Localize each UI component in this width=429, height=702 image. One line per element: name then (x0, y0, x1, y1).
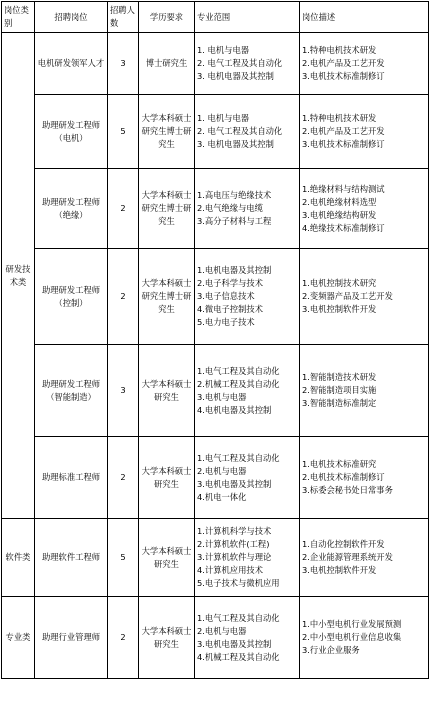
table-row (2, 597, 429, 679)
majors-cell (195, 437, 300, 519)
description-cell-item: 1.中小型电机行业发展预测 (302, 619, 402, 629)
header-category: 岗位类别 (2, 2, 35, 33)
majors-cell-item: 2. 电气工程及其自动化 (197, 58, 283, 68)
majors-cell-item: 3.高分子材料与工程 (197, 216, 272, 226)
majors-cell-item: 3.电子信息技术 (197, 291, 255, 301)
description-cell-item: 3.智能制造标准制定 (302, 398, 377, 408)
description-cell (300, 95, 429, 169)
majors-cell (195, 519, 300, 597)
majors-cell-item: 1.电气工程及其自动化 (197, 452, 280, 463)
header-position: 招聘岗位 (35, 2, 108, 33)
position-cell: 助理研发工程师（控制） (35, 249, 108, 345)
majors-cell-item: 4.微电子控制技术 (197, 304, 263, 314)
majors-cell-item: 1.高电压与绝缘技术 (197, 190, 272, 200)
position-cell: 助理标准工程师 (35, 437, 108, 519)
header-majors: 专业范围 (195, 2, 300, 33)
description-cell-item: 3.标委会秘书处日常事务 (302, 485, 393, 495)
header-count: 招聘人数 (108, 2, 139, 33)
majors-cell-item: 1.计算机科学与技术 (197, 526, 272, 536)
majors-cell (195, 345, 300, 437)
majors-cell-item: 2.机械工程及其自动化 (197, 378, 280, 389)
description-cell-item: 3.电机控制软件开发 (302, 565, 377, 575)
majors-cell-item: 5.电子技术与微机应用 (197, 578, 280, 588)
majors-cell-item: 3.电机电器及其控制 (197, 478, 272, 489)
description-cell (300, 437, 429, 519)
position-cell: 助理研发工程师（电机） (35, 95, 108, 169)
majors-cell-item: 2.计算机软件(工程) (197, 539, 270, 549)
category-cell: 专业类 (2, 597, 35, 679)
table-row (2, 33, 429, 95)
majors-cell-item: 2.电子科学与技术 (197, 278, 263, 288)
table-row (2, 345, 429, 437)
majors-cell (195, 95, 300, 169)
position-cell: 助理行业管理师 (35, 597, 108, 679)
education-cell: 大学本科硕士研究生 (139, 597, 195, 679)
majors-cell-item: 2.电气绝缘与电缆 (197, 203, 263, 213)
count-cell: 2 (108, 169, 139, 249)
position-cell: 电机研发领军人才 (35, 33, 108, 95)
majors-cell (195, 169, 300, 249)
description-cell (300, 249, 429, 345)
majors-cell-item: 1. 电机与电器 (197, 45, 250, 55)
count-cell: 3 (108, 33, 139, 95)
majors-cell-item: 1. 电机与电器 (197, 113, 250, 123)
position-cell: 助理研发工程师（绝缘） (35, 169, 108, 249)
description-cell (300, 519, 429, 597)
count-cell: 5 (108, 95, 139, 169)
category-cell: 研发技术类 (2, 33, 35, 519)
education-cell: 大学本科硕士研究生博士研究生 (139, 249, 195, 345)
majors-cell-item: 2. 电气工程及其自动化 (197, 126, 283, 136)
education-cell: 大学本科硕士研究生博士研究生 (139, 95, 195, 169)
majors-cell-item: 3.电机与电器 (197, 391, 247, 402)
count-cell: 3 (108, 345, 139, 437)
description-cell (300, 169, 429, 249)
description-cell-item: 1.特种电机技术研发 (302, 113, 377, 123)
description-cell-item: 2.智能制造项目实施 (302, 385, 377, 395)
description-cell-item: 2.变频器产品及工艺开发 (302, 291, 393, 301)
description-cell-item: 2.企业能源管理系统开发 (302, 552, 393, 562)
description-cell (300, 345, 429, 437)
majors-cell (195, 33, 300, 95)
table-row (2, 95, 429, 169)
table-row (2, 437, 429, 519)
majors-cell-item: 1.电气工程及其自动化 (197, 612, 280, 623)
majors-cell (195, 249, 300, 345)
header-description: 岗位描述 (300, 2, 429, 33)
description-cell-item: 3.电机技术标准制修订 (302, 71, 385, 81)
header-education: 学历要求 (139, 2, 195, 33)
description-cell-item: 4.绝缘技术标准制修订 (302, 222, 385, 233)
majors-cell-item: 3.计算机软件与理论 (197, 552, 272, 562)
description-cell-item: 3.电机技术标准制修订 (302, 139, 385, 149)
description-cell-item: 2.中小型电机行业信息收集 (302, 632, 402, 642)
description-cell-item: 3.电机控制软件开发 (302, 304, 377, 314)
table-row (2, 169, 429, 249)
majors-cell-item: 3.电机电器及其控制 (197, 638, 272, 649)
description-cell-item: 1.自动化控制软件开发 (302, 539, 385, 549)
majors-cell-item: 5.电力电子技术 (197, 317, 255, 327)
majors-cell-item: 4.机械工程及其自动化 (197, 651, 280, 662)
majors-cell-item: 4.计算机应用技术 (197, 565, 263, 575)
majors-cell-item: 4.机电一体化 (197, 491, 247, 502)
description-cell-item: 2.电机绝缘材料选型 (302, 196, 377, 207)
education-cell: 博士研究生 (139, 33, 195, 95)
description-cell (300, 33, 429, 95)
education-cell: 大学本科硕士研究生博士研究生 (139, 169, 195, 249)
education-cell: 大学本科硕士研究生 (139, 519, 195, 597)
category-cell: 软件类 (2, 519, 35, 597)
count-cell: 2 (108, 597, 139, 679)
table-row (2, 249, 429, 345)
table-row (2, 519, 429, 597)
description-cell (300, 597, 429, 679)
description-cell-item: 1.电机控制技术研究 (302, 278, 377, 288)
majors-cell-item: 2.电机与电器 (197, 625, 247, 636)
count-cell: 2 (108, 437, 139, 519)
majors-cell-item: 1.电机电器及其控制 (197, 265, 272, 275)
majors-cell-item: 3. 电机电器及其控制 (197, 139, 274, 149)
description-cell-item: 1.特种电机技术研发 (302, 45, 377, 55)
description-cell-item: 1.绝缘材料与结构测试 (302, 183, 385, 194)
majors-cell-item: 1.电气工程及其自动化 (197, 365, 280, 376)
majors-cell-item: 3. 电机电器及其控制 (197, 71, 274, 81)
description-cell-item: 3.电机绝缘结构研发 (302, 209, 377, 220)
description-cell-item: 1.智能制造技术研发 (302, 372, 377, 382)
description-cell-item: 1.电机技术标准研究 (302, 459, 377, 469)
education-cell: 大学本科硕士研究生 (139, 437, 195, 519)
description-cell-item: 3.行业企业服务 (302, 645, 360, 655)
education-cell: 大学本科硕士研究生 (139, 345, 195, 437)
majors-cell-item: 2.电机与电器 (197, 465, 247, 476)
majors-cell (195, 597, 300, 679)
position-cell: 助理软件工程师 (35, 519, 108, 597)
description-cell-item: 2.电机技术标准制修订 (302, 472, 385, 482)
count-cell: 2 (108, 249, 139, 345)
header-row (2, 2, 429, 33)
description-cell-item: 2.电机产品及工艺开发 (302, 58, 385, 68)
majors-cell-item: 4.电机电器及其控制 (197, 404, 272, 415)
description-cell-item: 2.电机产品及工艺开发 (302, 126, 385, 136)
position-cell: 助理研发工程师（智能制造） (35, 345, 108, 437)
recruitment-table (1, 1, 429, 679)
count-cell: 5 (108, 519, 139, 597)
